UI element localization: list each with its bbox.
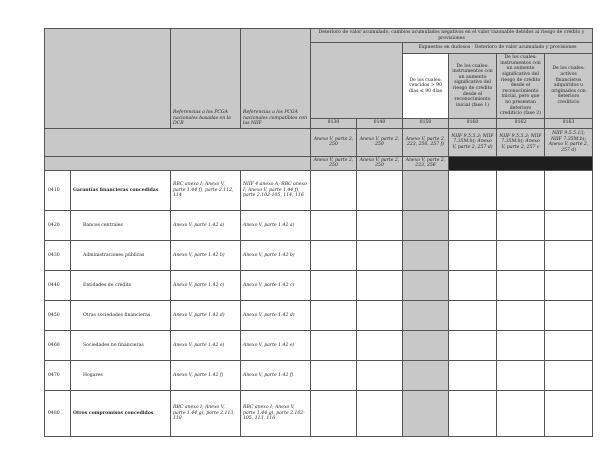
table-row xyxy=(45,390,593,436)
cell-0410-0160[interactable] xyxy=(449,170,497,210)
header-blank-cell xyxy=(311,43,403,119)
row-label: Garantías financieras concedidas xyxy=(71,170,171,210)
cell-0450-0150 xyxy=(403,300,449,330)
row-label: Entidades de crédito xyxy=(71,270,171,300)
cell-0460-0150 xyxy=(403,330,449,360)
row-label: Sociedades no financieras xyxy=(71,330,171,360)
cell-0410-0163[interactable] xyxy=(545,170,593,210)
cell-0460-0160[interactable] xyxy=(449,330,497,360)
col-desc-0160: De los cuales: instrumentos con un aumento significativo del riesgo de crédito desde el reconocimiento inicial (fase 1) xyxy=(449,54,497,119)
header-main-title: Deterioro de valor acumulado, cambios acumulados negativos en el valor razonable debidos al riesgo de crédito y provisiones xyxy=(311,29,593,43)
row-code: 0480 xyxy=(45,390,71,436)
row-label: Administraciones públicas xyxy=(71,240,171,270)
cell-0450-0162[interactable] xyxy=(497,300,545,330)
cell-0410-0150 xyxy=(403,170,449,210)
cell-0430-0130[interactable] xyxy=(311,240,357,270)
table-row xyxy=(45,210,593,240)
table-row xyxy=(45,360,593,390)
col-ref-0130: Anexo V, parte 2, 250 xyxy=(311,128,357,156)
cell-0470-0140[interactable] xyxy=(357,360,403,390)
cell-0470-0150 xyxy=(403,360,449,390)
header-subtitle: Expuestos en dudosos - Deterioro de valor acumulado y provisiones xyxy=(403,43,593,54)
cell-0430-0150 xyxy=(403,240,449,270)
row-ref-dcb: Anexo V, parte 1.42 e) xyxy=(171,330,241,360)
cell-0410-0162[interactable] xyxy=(497,170,545,210)
col-desc-0163: De los cuales: activos financieros adquiridos u originados con deterioro crediticio xyxy=(545,54,593,119)
cell-0420-0130[interactable] xyxy=(311,210,357,240)
cell-0450-0140[interactable] xyxy=(357,300,403,330)
row-ref-dcb: Anexo V, parte 1.42 a) xyxy=(171,210,241,240)
cell-0460-0163[interactable] xyxy=(545,330,593,360)
row-ref-niif: Anexo V, parte 1.42 d) xyxy=(241,300,311,330)
row-ref-dcb: Anexo V, parte 1.42 f) xyxy=(171,360,241,390)
col-code-0163: 0163 xyxy=(545,118,593,128)
row-ref-dcb: Anexo V, parte 1.42 c) xyxy=(171,270,241,300)
cell-0430-0163[interactable] xyxy=(545,240,593,270)
cell-0440-0150 xyxy=(403,270,449,300)
corner-cell xyxy=(45,29,171,129)
row-label: Bancos centrales xyxy=(71,210,171,240)
cell-0410-0130[interactable] xyxy=(311,170,357,210)
col-code-0140: 0140 xyxy=(357,118,403,128)
col-code-0150: 0150 xyxy=(403,118,449,128)
row-ref-niif: NIIF 4 anexo A; RBC anexo I; Anexo V, parte 1.44 f), parte 2.102-105, 114, 116 xyxy=(241,170,311,210)
cell-0480-0160[interactable] xyxy=(449,390,497,436)
header-ref-pcga-dcb: Referencias a los PCGA nacionales basadas en la DCB xyxy=(171,29,241,129)
row-label: Otras sociedades financieras xyxy=(71,300,171,330)
cell-0440-0160[interactable] xyxy=(449,270,497,300)
cell-0440-0130[interactable] xyxy=(311,270,357,300)
col-ref-0140: Anexo V, parte 2, 250 xyxy=(357,128,403,156)
table-row xyxy=(45,270,593,300)
col-code-0160: 0160 xyxy=(449,118,497,128)
col-ref2-0130: Anexo V, parte 2, 250 xyxy=(311,156,357,170)
cell-0470-0163[interactable] xyxy=(545,360,593,390)
cell-0460-0130[interactable] xyxy=(311,330,357,360)
col-ref-0162: NIIF 9.5.5.3; NIIF 7.35M.b); Anexo V, parte 2, 257 c xyxy=(497,128,545,156)
row-ref-niif: Anexo V, parte 1.42 a) xyxy=(241,210,311,240)
table-row xyxy=(45,330,593,360)
cell-0430-0162[interactable] xyxy=(497,240,545,270)
cell-0440-0163[interactable] xyxy=(545,270,593,300)
row-ref-dcb: RBC anexo I; Anexo V, parte 1.44 f), parte 2.112, 114 xyxy=(171,170,241,210)
cell-0410-0140[interactable] xyxy=(357,170,403,210)
cell-0460-0162[interactable] xyxy=(497,330,545,360)
cell-0430-0140[interactable] xyxy=(357,240,403,270)
table-row xyxy=(45,300,593,330)
header-blank-cell xyxy=(45,128,311,156)
header-blank-cell xyxy=(45,156,311,170)
row-code: 0450 xyxy=(45,300,71,330)
row-ref-niif: Anexo V, parte 1.42 b) xyxy=(241,240,311,270)
cell-0470-0130[interactable] xyxy=(311,360,357,390)
row-label: Hogares xyxy=(71,360,171,390)
col-desc-0150: De los cuales: vencidos > 90 días ≤ 90 días xyxy=(403,54,449,119)
col-code-0162: 0162 xyxy=(497,118,545,128)
cell-0440-0162[interactable] xyxy=(497,270,545,300)
cell-0420-0140[interactable] xyxy=(357,210,403,240)
table-row xyxy=(45,170,593,210)
row-code: 0460 xyxy=(45,330,71,360)
row-code: 0430 xyxy=(45,240,71,270)
cell-0440-0140[interactable] xyxy=(357,270,403,300)
cell-0480-0162[interactable] xyxy=(497,390,545,436)
row-code: 0470 xyxy=(45,360,71,390)
cell-0470-0160[interactable] xyxy=(449,360,497,390)
col-ref2-0140: Anexo V, parte 2, 250 xyxy=(357,156,403,170)
col-ref2-0150: Anexo V, parte 2, 223, 256 xyxy=(403,156,449,170)
header-dark-bar xyxy=(449,156,593,170)
col-ref-0160: NIIF 9.5.5.3; NIIF 7.35M.b); Anexo V, parte 2, 257 d) xyxy=(449,128,497,156)
row-ref-niif: Anexo V, parte 1.42 f) xyxy=(241,360,311,390)
cell-0420-0160[interactable] xyxy=(449,210,497,240)
header-ref-pcga-niif: Referencias a los PCGA nacionales compatibles con las NIIF xyxy=(241,29,311,129)
cell-0450-0163[interactable] xyxy=(545,300,593,330)
cell-0450-0130[interactable] xyxy=(311,300,357,330)
cell-0460-0140[interactable] xyxy=(357,330,403,360)
col-ref-0163: NIIF 9.5.5.13; NIIF 7.35M.b); Anexo V, parte 2, 257 d) xyxy=(545,128,593,156)
col-ref-0150: Anexo V, parte 2, 223, 256, 257 f) xyxy=(403,128,449,156)
cell-0480-0163[interactable] xyxy=(545,390,593,436)
reporting-template-table xyxy=(44,28,593,437)
cell-0480-0130[interactable] xyxy=(311,390,357,436)
table-row xyxy=(45,240,593,270)
cell-0470-0162[interactable] xyxy=(497,360,545,390)
cell-0420-0162[interactable] xyxy=(497,210,545,240)
row-code: 0440 xyxy=(45,270,71,300)
cell-0420-0150 xyxy=(403,210,449,240)
row-ref-niif: RBC anexo I; Anexo V, parte 1.44 g), parte 2.102-105, 113, 116 xyxy=(241,390,311,436)
row-ref-dcb: Anexo V, parte 1.42 b) xyxy=(171,240,241,270)
row-ref-niif: Anexo V, parte 1.42 e) xyxy=(241,330,311,360)
cell-0420-0163[interactable] xyxy=(545,210,593,240)
row-code: 0420 xyxy=(45,210,71,240)
cell-0450-0160[interactable] xyxy=(449,300,497,330)
col-code-0130: 0130 xyxy=(311,118,357,128)
col-desc-0162: De los cuales: instrumentos con un aumento significativo del riesgo de crédito desde el reconocimiento inicial, pero que no presentan deterioro crediticio (fase 2) xyxy=(497,54,545,119)
row-ref-dcb: Anexo V, parte 1.42 d) xyxy=(171,300,241,330)
cell-0480-0150 xyxy=(403,390,449,436)
row-code: 0410 xyxy=(45,170,71,210)
row-label: Otros compromisos concedidos xyxy=(71,390,171,436)
row-ref-dcb: RBC anexo I; Anexo V, parte 1.44 g), parte 2.113, 118 xyxy=(171,390,241,436)
cell-0480-0140[interactable] xyxy=(357,390,403,436)
cell-0430-0160[interactable] xyxy=(449,240,497,270)
row-ref-niif: Anexo V, parte 1.42 c) xyxy=(241,270,311,300)
